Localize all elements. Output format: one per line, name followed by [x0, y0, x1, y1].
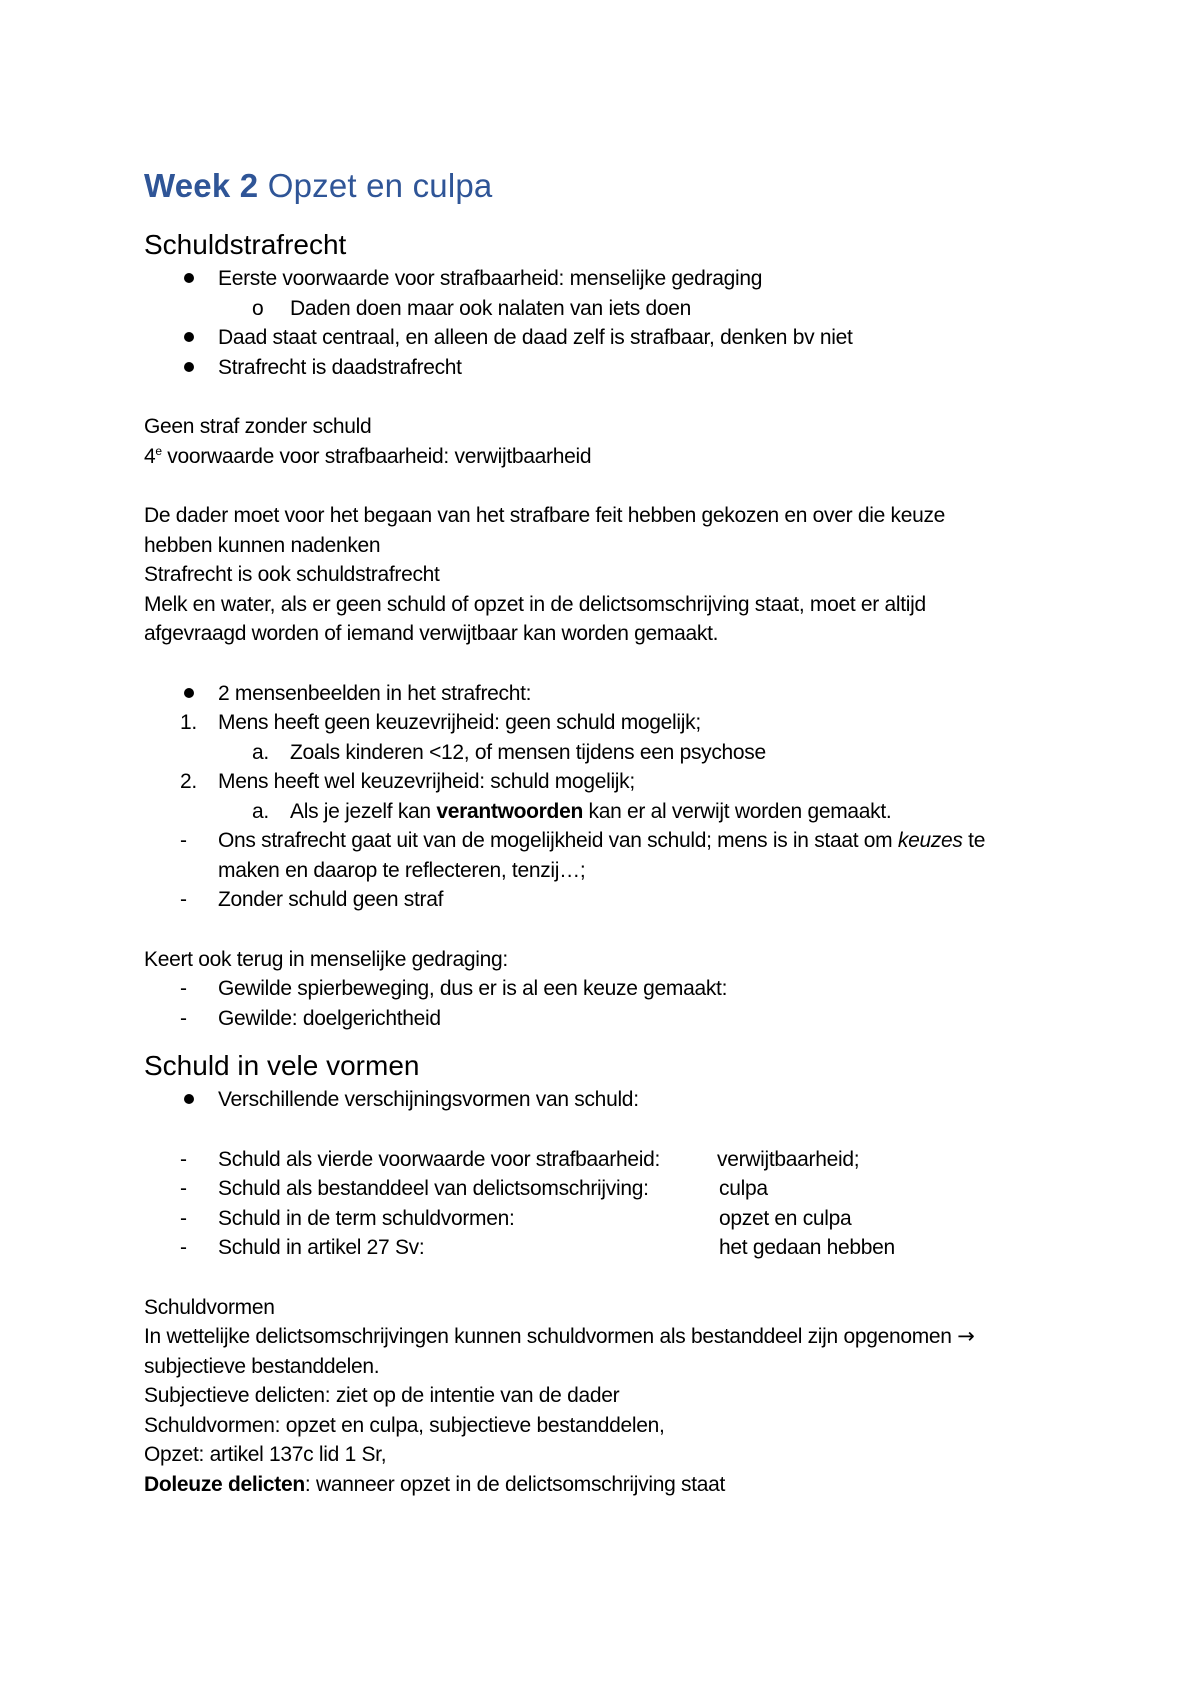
page-title: [144, 166, 1074, 206]
bullet-dot-icon: [184, 1094, 194, 1104]
bullet-text: Daad staat centraal, en alleen de daad zelf is strafbaar, denken bv niet: [218, 326, 853, 349]
dash-item: - Zonder schuld geen straf: [144, 885, 1074, 915]
arrow-right-icon: →: [957, 1324, 975, 1348]
number-marker: 2.: [180, 770, 197, 793]
dash-marker: -: [180, 1236, 187, 1259]
heading-schuld-in-vele-vormen: Schuld in vele vormen: [144, 1050, 420, 1081]
paragraph: subjectieve bestanddelen.: [144, 1354, 380, 1378]
italic-term: keuzes: [897, 829, 963, 852]
paragraph: Melk en water, als er geen schuld of opzet in de delictsomschrijving staat, moet er altijd: [144, 592, 926, 616]
dash-marker: -: [180, 1147, 187, 1171]
superscript: e: [155, 443, 162, 458]
paragraph: Keert ook terug in menselijke gedraging:: [144, 947, 508, 971]
numbered-item: 2. Mens heeft wel keuzevrijheid: schuld mogelijk;: [144, 767, 1074, 797]
schuld-row: - Schuld als vierde voorwaarde voor strafbaarheid: verwijtbaarheid;: [144, 1145, 1074, 1175]
heading-schuldstrafrecht: Schuldstrafrecht: [144, 229, 347, 260]
bullet-item: [144, 264, 1074, 294]
sub-bullet-marker: o: [252, 296, 264, 320]
paragraph: Geen straf zonder schuld: [144, 415, 372, 438]
title-topic: Opzet en culpa: [258, 167, 493, 204]
paragraph: Opzet: artikel 137c lid 1 Sr,: [144, 1443, 387, 1466]
paragraph: De dader moet voor het begaan van het strafbare feit hebben gekozen en over die keuze: [144, 504, 946, 527]
paragraph: Schuldvormen: opzet en culpa, subjectieve bestanddelen,: [144, 1413, 665, 1437]
bullet-item: [144, 679, 1074, 709]
lettered-item: a. Als je jezelf kan verantwoorden kan er al verwijt worden gemaakt.: [144, 797, 1074, 827]
bullet-dot-icon: [184, 362, 194, 372]
bullet-text: 2 mensenbeelden in het strafrecht:: [218, 681, 532, 705]
dash-item: - Gewilde spierbeweging, dus er is al een keuze gemaakt:: [144, 974, 1074, 1004]
dash-marker: -: [180, 1206, 187, 1230]
schuld-row: - Schuld in artikel 27 Sv: het gedaan hebben: [144, 1233, 1074, 1263]
bullet-item: [144, 323, 1074, 353]
document-body: [144, 150, 1074, 1499]
paragraph: Subjectieve delicten: ziet op de intentie van de dader: [144, 1384, 620, 1407]
bullet-dot-icon: [184, 273, 194, 283]
schuld-row: - Schuld in de term schuldvormen: opzet en culpa: [144, 1204, 1074, 1234]
sub-bullet-text: Daden doen maar ook nalaten van iets doen: [290, 296, 691, 320]
number-marker: 1.: [180, 711, 197, 734]
bold-term: verantwoorden: [436, 799, 583, 823]
paragraph: Schuldvormen: [144, 1295, 275, 1319]
dash-item: - Gewilde: doelgerichtheid: [144, 1004, 1074, 1034]
paragraph: Doleuze delicten: wanneer opzet in de delictsomschrijving staat: [144, 1472, 726, 1496]
dash-marker: -: [180, 1006, 187, 1030]
bullet-text: Strafrecht is daadstrafrecht: [218, 355, 462, 379]
dash-marker: -: [180, 829, 187, 852]
paragraph: 4e voorwaarde voor strafbaarheid: verwijtbaarheid: [144, 443, 592, 468]
bullet-text: Eerste voorwaarde voor strafbaarheid: menselijke gedraging: [218, 267, 763, 290]
bullet-dot-icon: [184, 688, 194, 698]
dash-item: - Ons strafrecht gaat uit van de mogelijkheid van schuld; mens is in staat om keuzes te maken en daarop te reflecteren, tenzij…;: [144, 826, 1074, 885]
paragraph: hebben kunnen nadenken: [144, 533, 381, 557]
sub-bullet-item: [144, 294, 1074, 324]
paragraph: In wettelijke delictsomschrijvingen kunnen schuldvormen als bestanddeel zijn opgenomen →: [144, 1324, 975, 1348]
bullet-text: Verschillende verschijningsvormen van schuld:: [218, 1088, 639, 1111]
dash-marker: -: [180, 1177, 187, 1200]
lettered-item: a. Zoals kinderen <12, of mensen tijdens een psychose: [144, 738, 1074, 768]
bullet-dot-icon: [184, 332, 194, 342]
numbered-item: 1. Mens heeft geen keuzevrijheid: geen schuld mogelijk;: [144, 708, 1074, 738]
dash-marker: -: [180, 977, 187, 1000]
bullet-item: [144, 353, 1074, 383]
dash-marker: -: [180, 888, 187, 911]
bullet-item: [144, 1085, 1074, 1115]
schuld-row: - Schuld als bestanddeel van delictsomschrijving: culpa: [144, 1174, 1074, 1204]
bold-term: Doleuze delicten: [144, 1472, 305, 1496]
title-week: Week 2: [144, 167, 259, 204]
paragraph: Strafrecht is ook schuldstrafrecht: [144, 563, 440, 586]
letter-marker: a.: [252, 740, 269, 764]
letter-marker: a.: [252, 799, 269, 823]
paragraph: afgevraagd worden of iemand verwijtbaar kan worden gemaakt.: [144, 622, 719, 645]
